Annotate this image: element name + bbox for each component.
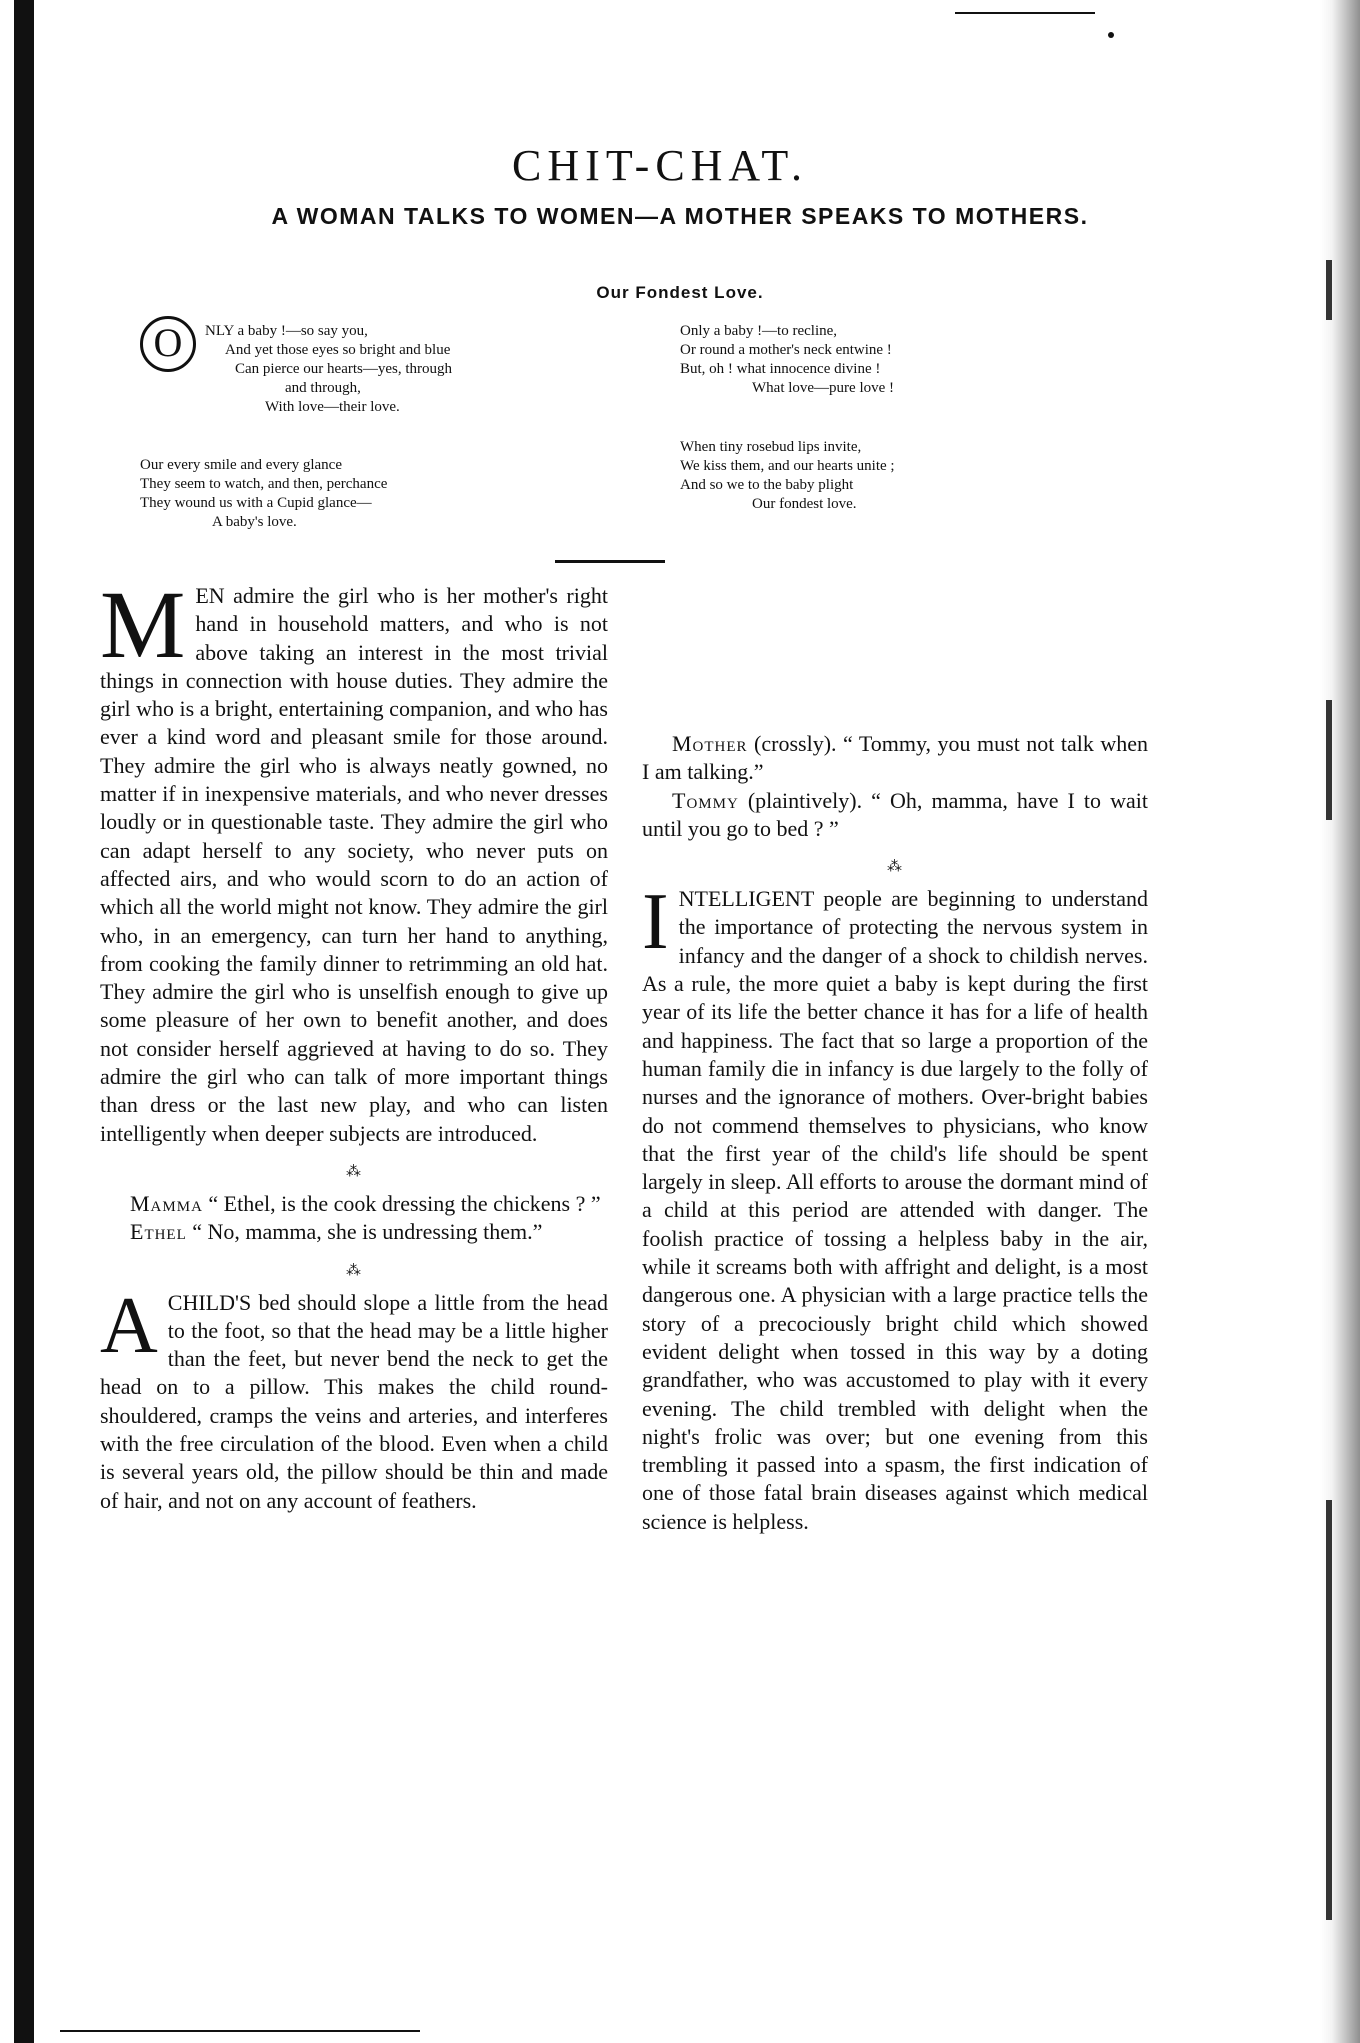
poem-line: We kiss them, and our hearts unite ; (680, 458, 895, 474)
poem-line: Can pierce our hearts—yes, through (235, 361, 453, 377)
drop-cap: I (642, 878, 669, 967)
section-divider (555, 560, 665, 563)
joke-tommy-line-2 (642, 787, 1148, 844)
stage-direction: (crossly). (747, 731, 837, 756)
poem-line: And so we to the baby plight (680, 477, 854, 493)
poem-line: Only a baby !—to recline, (680, 323, 838, 339)
poem-line: And yet those eyes so bright and blue (225, 342, 451, 358)
paragraph-childs-bed (100, 1281, 608, 1515)
page-binding-edge (14, 0, 34, 2043)
drop-cap: A (100, 1281, 158, 1370)
poem-line: But, oh ! what innocence divine ! (680, 361, 881, 377)
section-stars: ⁂ (887, 859, 903, 876)
paragraph-text: CHILD'S bed should slope a little from the head to the foot, so that the head may be a little higher than the feet, but never bend the neck to get the head on to a pillow. This makes the child round-shouldered, cramps the veins and arteries, and interferes with the free circulation of the blood. Even when a child is several years old, the pillow should be thin and made of hair, and not on any account of feathers. (100, 1289, 608, 1513)
poem-line: Our every smile and every glance (140, 457, 342, 473)
poem-line: and through, (285, 380, 361, 396)
paragraph-intelligent-people (642, 878, 1148, 1536)
poem-stanza-right-2 (680, 438, 895, 514)
paragraph-men-admire (100, 571, 608, 1148)
article-column-right-content (642, 730, 1148, 1536)
page-subtitle: A WOMAN TALKS TO WOMEN—A MOTHER SPEAKS TO MOTHERS. (271, 203, 1089, 229)
speaker-name: Ethel (130, 1219, 187, 1245)
section-stars: ⁂ (346, 1163, 362, 1180)
speaker-name: Mamma (130, 1190, 203, 1216)
scan-speck (1108, 32, 1114, 38)
scan-mark-top (955, 12, 1095, 14)
poem-line: With love—their love. (265, 399, 400, 415)
poem-line: Our fondest love. (752, 496, 857, 512)
poem-title: Our Fondest Love. (596, 283, 764, 302)
joke-ethel-line-2 (100, 1218, 608, 1246)
paragraph-text: EN admire the girl who is her mother's right hand in household matters, and who is not above taking an interest in the most trivial things in connection with house duties. They admire the girl who is a bright, entertaining companion, and who has ever a kind word and pleasant smile for those around. They admire the girl who is always neatly gowned, no matter if in inexpensive materials, and who never dresses loudly or in questionable taste. They admire the girl who can adapt herself to any society, who never puts on affected airs, and who would scorn to do an action of which all the world might not know. They admire the girl who, in an emergency, can turn her hand to anything, from cooking the family dinner to retrimming an old hat. They admire the girl who is unselfish enough to give up some pleasure of her own to benefit another, and does not consider herself aggrieved at having to do so. They admire the girl who can talk of more important things than dress or the last new play, and who can listen intelligently when deeper subjects are introduced. (100, 583, 608, 1146)
poem-stanza-left-2 (140, 456, 387, 532)
poem-line: When tiny rosebud lips invite, (680, 439, 862, 455)
speaker-name: Tommy (672, 787, 739, 813)
page-title: CHIT-CHAT. (512, 141, 808, 190)
article-column-left (100, 571, 608, 1515)
poem-line: They seem to watch, and then, perchance (140, 476, 388, 492)
poem-line: They wound us with a Cupid glance— (140, 495, 372, 511)
poem-stanza-left-1 (205, 322, 452, 417)
poem-stanza-right-1 (680, 322, 894, 398)
stage-direction: (plaintively). (738, 787, 863, 813)
joke-ethel-line-1 (100, 1190, 608, 1218)
paragraph-text: NTELLIGENT people are beginning to understand the importance of protecting the nervous system in infancy and the danger of a shock to childish nerves. As a rule, the more quiet a baby is kept during the first year of its life the better chance it has for a life of health and happiness. The fact that so large a proportion of the human family die in infancy is due largely to the folly of nurses and the ignorance of mothers. Over-bright babies do not commend themselves to physicians, who know that the first year of the child's life should be spent largely in sleep. All efforts to arouse the dormant mind of a child at this period are attended with danger. The foolish practice of tossing a helpless baby in the air, while it screams both with affright and delight, is a most dangerous one. A physician with a large practice tells the story of a precociously bright child which showed evident delight when tossed in this way by a doting grandfather, who was accustomed to play with it every evening. The child trembled with delight when the night's frolic was over; but one evening from this trembling it passed into a spasm, the first indication of one of those fatal brain diseases against which medical science is helpless. (642, 886, 1148, 1534)
poem-line: A baby's love. (212, 514, 297, 530)
speaker-name: Mother (672, 731, 748, 756)
dialogue-text: “ Tommy, you must not talk when I am talking.” (642, 731, 1148, 785)
page-scan-edge (1320, 0, 1360, 2043)
section-stars: ⁂ (346, 1262, 362, 1279)
dialogue-text: “ No, mamma, she is undressing them.” (186, 1219, 543, 1245)
poem-line: What love—pure love ! (752, 380, 895, 396)
poem-line: NLY a baby !—so say you, (205, 323, 368, 339)
poem-drop-cap: O (140, 316, 196, 372)
drop-cap: M (100, 571, 186, 678)
joke-tommy-line-1 (642, 730, 1148, 787)
dialogue-text: “ Oh, mamma, have I to wait until you go to bed ? ” (642, 787, 1148, 841)
scan-mark-bottom (60, 2030, 420, 2032)
dialogue-text: “ Ethel, is the cook dressing the chickens ? ” (202, 1190, 601, 1216)
poem-line: Or round a mother's neck entwine ! (680, 342, 892, 358)
